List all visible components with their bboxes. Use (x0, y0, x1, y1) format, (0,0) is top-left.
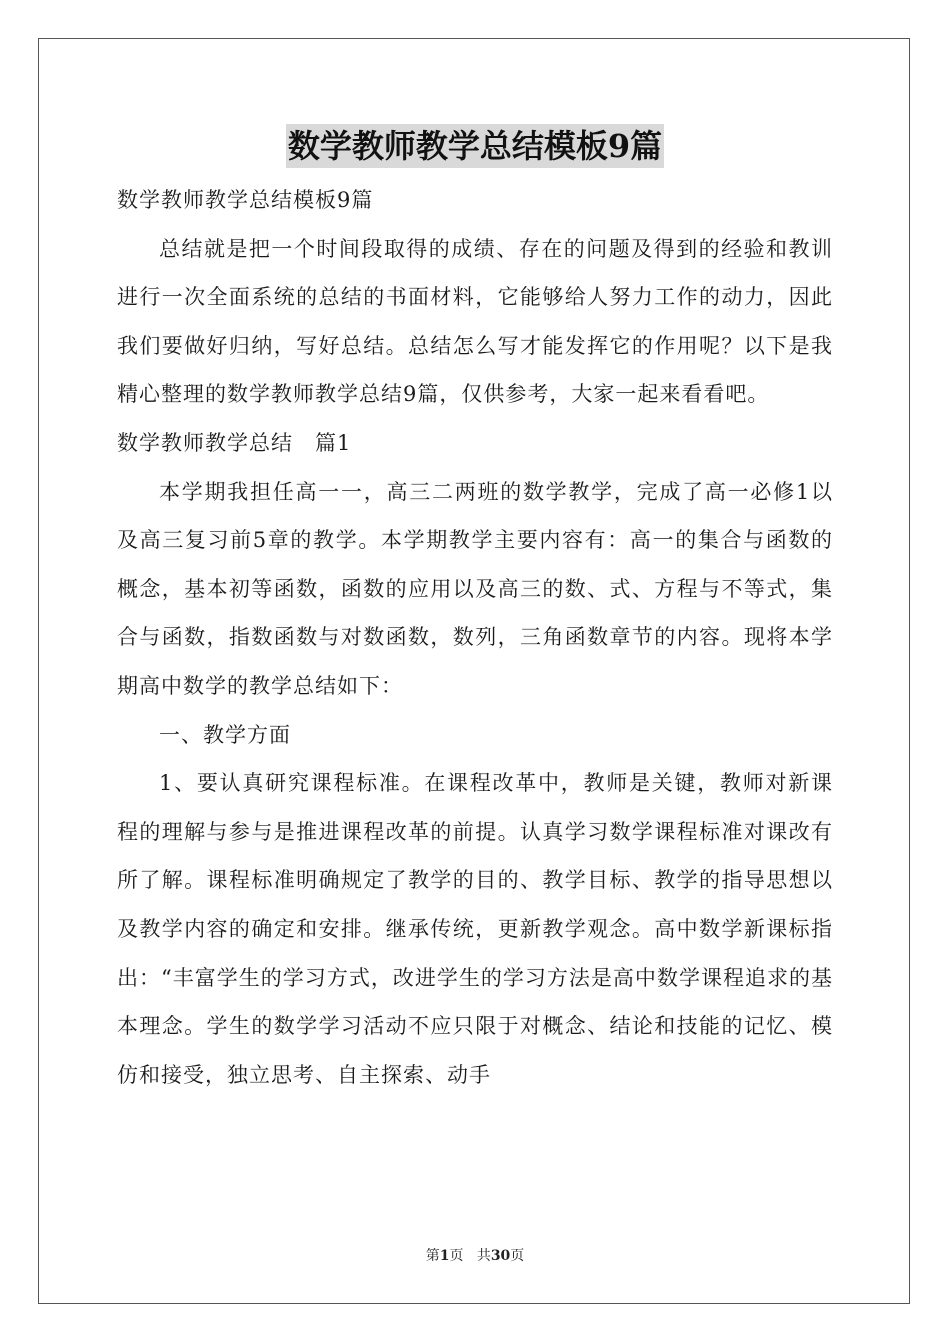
footer-page-prefix: 第 (425, 1248, 440, 1264)
page-footer (0, 1246, 950, 1266)
section-heading: 数学教师教学总结 篇1 (117, 430, 352, 455)
document-body (117, 176, 833, 1099)
footer-total-pages: 30 (490, 1248, 511, 1264)
footer-page-number: 1 (439, 1248, 450, 1264)
footer-total-suffix: 页 (510, 1248, 525, 1264)
paragraph-subtitle: 数学教师教学总结模板9篇 (117, 188, 374, 212)
footer-total-prefix: 共 (476, 1248, 491, 1264)
document-title: 数学教师教学总结模板9篇 (286, 124, 664, 168)
title-wrap (0, 124, 950, 168)
subsection-heading: 一、教学方面 (159, 722, 291, 747)
paragraph-overview: 本学期我担任高一一，高三二两班的数学教学，完成了高一必修1以及高三复习前5章的教学。本学期教学主要内容有：高一的集合与函数的概念，基本初等函数，函数的应用以及高三的数、式、方程与不等式，集合与函数，指数函数与对数函数，数列，三角函数章节的内容。现将本学期高中数学的教学总结如下： (117, 479, 833, 698)
paragraph-item-1: 1、要认真研究课程标准。在课程改革中，教师是关键，教师对新课程的理解与参与是推进课程改革的前提。认真学习数学课程标准对课改有所了解。课程标准明确规定了教学的目的、教学目标、教学的指导思想以及教学内容的确定和安排。继承传统，更新教学观念。高中数学新课标指出：“丰富学生的学习方式，改进学生的学习方法是高中数学课程追求的基本理念。学生的数学学习活动不应只限于对概念、结论和技能的记忆、模仿和接受，独立思考、自主探索、动手 (117, 771, 833, 1087)
footer-page-suffix: 页 (449, 1248, 464, 1264)
paragraph-intro: 总结就是把一个时间段取得的成绩、存在的问题及得到的经验和教训进行一次全面系统的总结的书面材料，它能够给人努力工作的动力，因此我们要做好归纳，写好总结。总结怎么写才能发挥它的作用呢？以下是我精心整理的数学教师教学总结9篇，仅供参考，大家一起来看看吧。 (117, 236, 833, 407)
